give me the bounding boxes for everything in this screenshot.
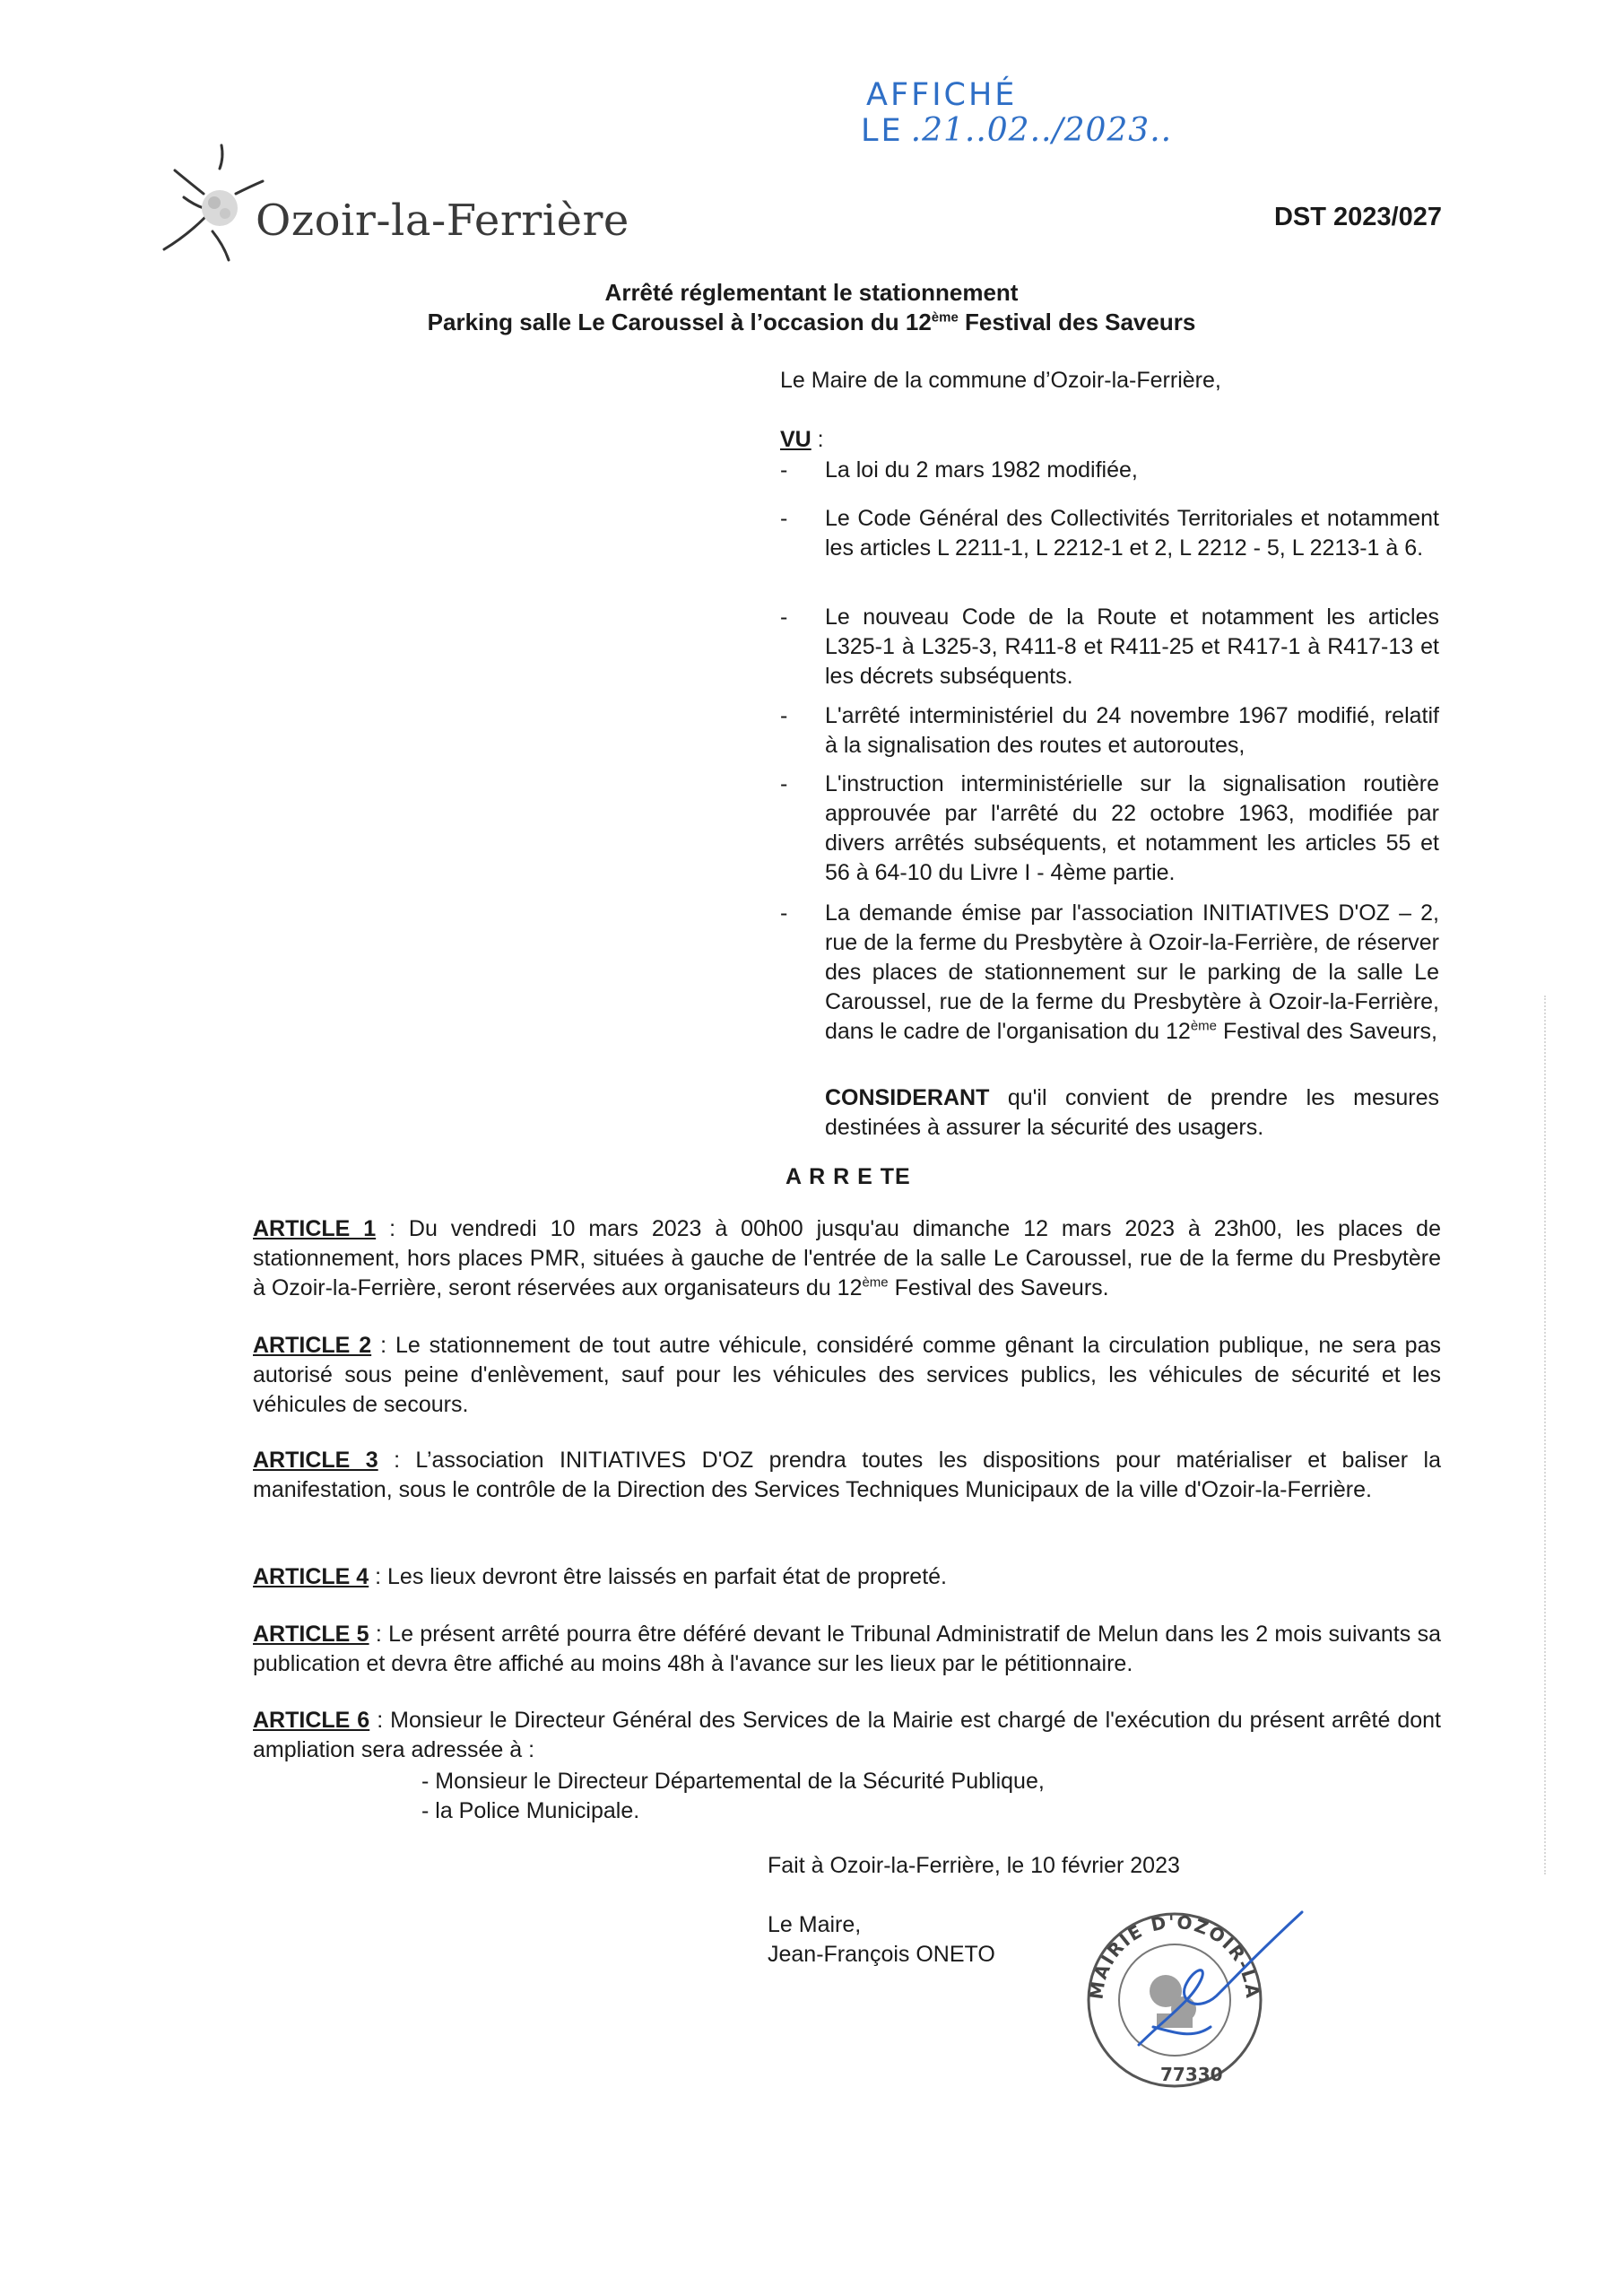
article-text-end: Festival des Saveurs. (888, 1275, 1109, 1300)
vu-item-text (825, 899, 1439, 1047)
vu-item (780, 504, 1439, 563)
title-line-1: Arrêté réglementant le stationnement (604, 279, 1019, 306)
vu-item-text: Le nouveau Code de la Route et notamment les articles L325-1 à L325-3, R411-8 et R411-25 et R417-1 à R417-13 et les décrets subséquents. (825, 604, 1439, 689)
vu-bullet: - (780, 771, 788, 796)
title-line-2-sup: ème (931, 309, 959, 326)
considerant-label: CONSIDERANT (825, 1085, 990, 1110)
vu-item-text: La loi du 2 mars 1982 modifiée, (825, 457, 1138, 483)
article-label: ARTICLE 5 (253, 1622, 369, 1647)
article-text: : Le présent arrêté pourra être déféré devant le Tribunal Administratif de Melun dans les 2 mois suivants sa publication et devra être affiché au moins 48h à l'avance sur les lieux par le pétitionnaire. (253, 1622, 1441, 1676)
recipient-item: - Monsieur le Directeur Départemental de la Sécurité Publique, (421, 1769, 1045, 1794)
article-text: : L’association INITIATIVES D'OZ prendra toutes les dispositions pour matérialiser et baliser la manifestation, sous le contrôle de la Direction des Services Techniques Municipaux de la ville d'Ozoir-la-Ferrière. (253, 1448, 1441, 1502)
vu-item-text: Le Code Général des Collectivités Territoriales et notamment les articles L 2211-1, L 2212-1 et 2, L 2212 - 5, L 2213-1 à 6. (825, 506, 1439, 561)
considerant-body: qu'il convient de prendre les mesures destinées à assurer la sécurité des usagers. (825, 1085, 1439, 1140)
mayor-intro: Le Maire de la commune d’Ozoir-la-Ferrière, (780, 368, 1221, 393)
vu-item-text: L'arrêté interministériel du 24 novembre 1967 modifié, relatif à la signalisation des routes et autoroutes, (825, 703, 1439, 758)
vu-item-6-end: Festival des Saveurs, (1217, 1019, 1437, 1044)
vu-item (780, 603, 1439, 691)
vu-label: VU (780, 427, 812, 452)
signatory-title: Le Maire, (768, 1912, 862, 1937)
vu-bullet: - (780, 506, 788, 531)
vu-item-6-sup: ème (1190, 1018, 1218, 1034)
scan-edge-mark (1544, 996, 1547, 1874)
stamp-le-label: LE (861, 113, 904, 149)
title-line-2-end: Festival des Saveurs (958, 309, 1196, 335)
vu-bullet: - (780, 900, 788, 926)
vu-colon: : (811, 427, 824, 452)
vu-item (780, 456, 1439, 485)
vu-item (780, 770, 1439, 888)
place-date: Fait à Ozoir-la-Ferrière, le 10 février 2023 (768, 1853, 1180, 1878)
seal-bottom-text: 77330 (1160, 2064, 1223, 2085)
vu-heading (780, 425, 1439, 455)
posted-stamp (861, 77, 1172, 149)
seal-top-text: MAIRIE D'OZOIR-LA (1085, 1910, 1264, 2001)
article-text: : Le stationnement de tout autre véhicule, considéré comme gênant la circulation publique, ne sera pas autorisé sous peine d'enlèvement, sauf pour les véhicules des services publics, les véhicules de sécurité et les véhicules de secours. (253, 1333, 1441, 1417)
article-text: : Monsieur le Directeur Général des Services de la Mairie est chargé de l'exécution du présent arrêté dont ampliation sera adressée à : (253, 1708, 1441, 1762)
article-6 (253, 1706, 1441, 1765)
article-sup: ème (862, 1274, 889, 1291)
signatory-block (768, 1910, 995, 1970)
article-text: : Du vendredi 10 mars 2023 à 00h00 jusqu'au dimanche 12 mars 2023 à 23h00, les places de stationnement, hors places PMR, situées à gauche de l'entrée de la salle Le Caroussel, rue de la ferme du Presbytère à Ozoir-la-Ferrière, seront réservées aux organisateurs du 12 (253, 1216, 1441, 1300)
signatory-name: Jean-François ONETO (768, 1942, 995, 1967)
recipient-item: - la Police Municipale. (421, 1798, 640, 1823)
article-label: ARTICLE 1 (253, 1216, 377, 1241)
title-line-2-text: Parking salle Le Caroussel à l’occasion du 12 (427, 309, 932, 335)
title-line-2 (0, 308, 1623, 337)
article-text: : Les lieux devront être laissés en parfait état de propreté. (369, 1564, 947, 1589)
article-3 (253, 1446, 1441, 1505)
vu-item-6-text: La demande émise par l'association INITIATIVES D'OZ – 2, rue de la ferme du Presbytère à Ozoir-la-Ferrière, de réserver des places de stationnement sur le parking de la salle Le Caroussel, rue de la ferme du Presbytère à Ozoir-la-Ferrière, dans le cadre de l'organisation du 12 (825, 900, 1439, 1044)
mayor-seal-signature (1067, 1892, 1318, 2112)
vu-bullet: - (780, 604, 788, 630)
article-label: ARTICLE 3 (253, 1448, 378, 1473)
arrete-heading: A R R E TE (785, 1164, 911, 1189)
article-label: ARTICLE 6 (253, 1708, 370, 1733)
document-title (0, 278, 1623, 337)
article-1 (253, 1214, 1441, 1303)
vu-bullet: - (780, 457, 788, 483)
article-2 (253, 1331, 1441, 1420)
vu-item (780, 701, 1439, 761)
article-label: ARTICLE 4 (253, 1564, 369, 1589)
document-reference: DST 2023/027 (1273, 203, 1442, 231)
recipient-list (421, 1767, 1045, 1826)
stamp-date-line (861, 113, 1172, 149)
stamp-date: .21..02../2023.. (910, 112, 1173, 149)
city-logo-text: Ozoir-la-Ferrière (256, 196, 629, 246)
vu-item (780, 899, 1439, 1047)
article-label: ARTICLE 2 (253, 1333, 372, 1358)
vu-item-text: L'instruction interministérielle sur la signalisation routière approuvée par l'arrêté du 22 octobre 1963, modifiée par divers arrêtés subséquents, et notamment les articles 55 et 56 à 64-10 du Livre I - 4ème partie. (825, 771, 1439, 885)
article-4 (253, 1562, 1441, 1592)
considerant-paragraph (780, 1083, 1439, 1143)
article-5 (253, 1620, 1441, 1679)
vu-bullet: - (780, 703, 788, 728)
considerant-text (825, 1083, 1439, 1143)
official-seal-icon (1067, 1892, 1318, 2108)
stamp-affiche-label: AFFICHÉ (866, 77, 1018, 113)
